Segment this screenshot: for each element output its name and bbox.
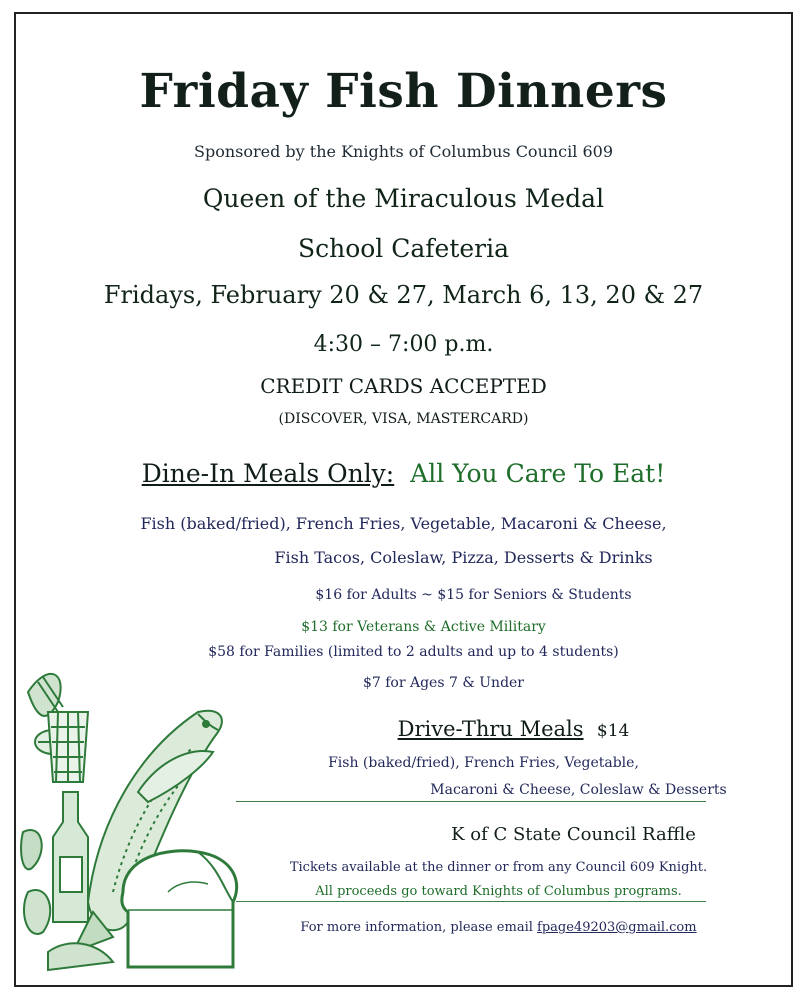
raffle-tickets: Tickets available at the dinner or from any Council 609 Knight. xyxy=(289,860,708,875)
price-kids: $7 for Ages 7 & Under xyxy=(362,675,525,691)
event-hours: 4:30 – 7:00 p.m. xyxy=(313,332,494,357)
sponsor-text: Sponsored by the Knights of Columbus Council 609 xyxy=(194,142,613,161)
drive-thru-title: Drive-Thru Meals xyxy=(397,717,584,741)
raffle-proceeds: All proceeds go toward Knights of Columbus programs. xyxy=(315,884,682,899)
drive-thru-price: $14 xyxy=(596,721,630,741)
dine-in-menu-line-2: Fish Tacos, Coleslaw, Pizza, Desserts & Drinks xyxy=(274,548,653,567)
payment-heading: CREDIT CARDS ACCEPTED xyxy=(260,374,547,398)
price-families: $58 for Families (limited to 2 adults and up to 4 students) xyxy=(208,644,619,660)
price-veterans: $13 for Veterans & Active Military xyxy=(301,619,546,635)
dine-in-menu-line-1: Fish (baked/fried), French Fries, Vegetable, Macaroni & Cheese, xyxy=(140,514,667,533)
dine-in-title: Dine-In Meals Only: xyxy=(141,459,395,488)
divider xyxy=(236,901,706,902)
fish-food-illustration-icon xyxy=(18,652,248,977)
contact-email-link[interactable]: fpage49203@gmail.com xyxy=(537,920,697,935)
event-dates: Fridays, February 20 & 27, March 6, 13, 20 & 27 xyxy=(103,281,704,309)
flyer xyxy=(14,12,793,987)
drive-thru-menu-line-2: Macaroni & Cheese, Coleslaw & Desserts xyxy=(430,782,727,798)
dine-in-heading xyxy=(16,459,791,488)
venue-room: School Cafeteria xyxy=(297,234,510,263)
dine-in-tagline: All You Care To Eat! xyxy=(410,459,666,488)
divider xyxy=(236,801,706,802)
payment-cards: (DISCOVER, VISA, MASTERCARD) xyxy=(278,411,529,427)
contact-text: For more information, please email xyxy=(300,920,533,935)
venue-name: Queen of the Miraculous Medal xyxy=(202,184,605,213)
drive-thru-menu-line-1: Fish (baked/fried), French Fries, Vegetable, xyxy=(328,755,639,771)
page-title: Friday Fish Dinners xyxy=(139,64,668,119)
raffle-heading: K of C State Council Raffle xyxy=(451,824,696,845)
price-adults-seniors: $16 for Adults ~ $15 for Seniors & Students xyxy=(315,587,632,603)
